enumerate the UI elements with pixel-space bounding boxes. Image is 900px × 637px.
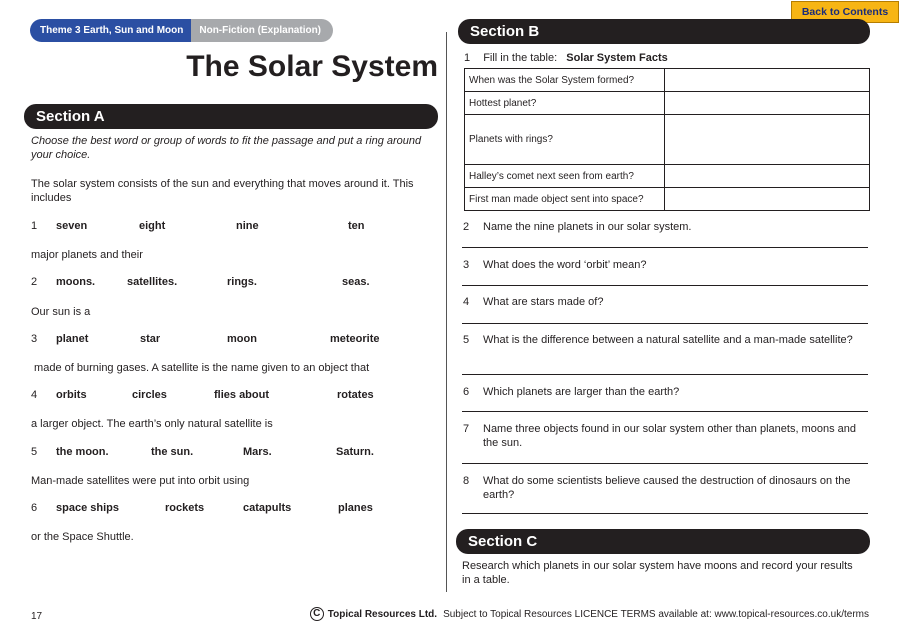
passage-text: a larger object. The earth’s only natural satellite is (31, 418, 273, 430)
option[interactable]: flies about (214, 389, 270, 401)
option[interactable]: the sun. (151, 446, 194, 458)
question-text: Which planets are larger than the earth? (483, 386, 680, 398)
question-row-3 (31, 333, 431, 347)
question-number: 6 (31, 502, 38, 514)
licence-text: Subject to Topical Resources LICENCE TERMS available at: www.topical-resources.co.uk/terms (443, 608, 869, 620)
option[interactable]: moon (227, 333, 257, 345)
table-question: First man made object sent into space? (465, 188, 665, 211)
facts-table (464, 68, 870, 211)
option[interactable]: ten (348, 220, 365, 232)
question-2 (463, 220, 868, 234)
option[interactable]: space ships (56, 502, 119, 514)
question-text: Name three objects found in our solar system other than planets, moons and the sun. (483, 423, 856, 449)
question-text: What does the word ‘orbit’ mean? (483, 259, 647, 271)
question-number: 5 (31, 446, 38, 458)
table-question: Hottest planet? (465, 92, 665, 115)
table-question: When was the Solar System formed? (465, 69, 665, 92)
option[interactable]: seas. (342, 276, 370, 288)
option[interactable]: meteorite (330, 333, 380, 345)
section-a-intro: The solar system consists of the sun and everything that moves around it. This includes (31, 178, 414, 204)
option[interactable]: Mars. (243, 446, 272, 458)
section-a-heading: Section A (24, 104, 438, 129)
question-number: 6 (463, 386, 470, 398)
question-number: 3 (31, 333, 38, 345)
question-number: 4 (31, 389, 38, 401)
option[interactable]: rockets (165, 502, 205, 514)
question-text: Fill in the table: (483, 52, 558, 64)
option[interactable]: circles (132, 389, 167, 401)
passage-text: or the Space Shuttle. (31, 531, 134, 543)
option[interactable]: rings. (227, 276, 257, 288)
question-number: 7 (463, 423, 470, 435)
section-b-heading: Section B (458, 19, 870, 44)
question-number: 4 (463, 296, 470, 308)
answer-cell[interactable] (665, 92, 870, 115)
option[interactable]: rotates (337, 389, 374, 401)
question-5 (463, 333, 868, 347)
answer-cell[interactable] (665, 115, 870, 165)
answer-cell[interactable] (665, 188, 870, 211)
question-4 (463, 295, 868, 309)
answer-line[interactable] (462, 463, 868, 464)
answer-line[interactable] (462, 285, 868, 286)
question-text: What are stars made of? (483, 296, 604, 308)
question-row-5 (31, 446, 431, 460)
question-text: What is the difference between a natural satellite and a man-made satellite? (483, 334, 853, 346)
option[interactable]: Saturn. (336, 446, 374, 458)
question-3 (463, 258, 868, 272)
answer-cell[interactable] (665, 165, 870, 188)
passage-text: made of burning gases. A satellite is the name given to an object that (31, 362, 370, 374)
passage-text: Our sun is a (31, 306, 91, 318)
option[interactable]: planes (338, 502, 373, 514)
option[interactable]: orbits (56, 389, 87, 401)
question-text: What do some scientists believe caused the destruction of dinosaurs on the earth? (483, 475, 851, 501)
question-number: 1 (464, 52, 471, 64)
column-divider (446, 32, 447, 592)
question-number: 2 (31, 276, 38, 288)
question-row-1 (31, 220, 431, 234)
question-1 (464, 52, 668, 64)
theme-tags (30, 19, 333, 42)
section-c-heading: Section C (456, 529, 870, 554)
copyright-icon: C (310, 607, 324, 621)
question-number: 1 (31, 220, 38, 232)
question-row-6 (31, 502, 431, 516)
option[interactable]: satellites. (127, 276, 178, 288)
option[interactable]: star (140, 333, 161, 345)
answer-line[interactable] (462, 323, 868, 324)
back-to-contents-button[interactable]: Back to Contents (791, 1, 899, 23)
genre-tag: Non-Fiction (Explanation) (191, 19, 333, 42)
question-text: Name the nine planets in our solar system. (483, 221, 692, 233)
option[interactable]: seven (56, 220, 88, 232)
option[interactable]: nine (236, 220, 259, 232)
option[interactable]: moons. (56, 276, 96, 288)
passage-text: Man-made satellites were put into orbit using (31, 475, 250, 487)
option[interactable]: planet (56, 333, 89, 345)
question-number: 8 (463, 475, 470, 487)
footer (310, 607, 869, 621)
page-number: 17 (31, 611, 43, 622)
table-question: Planets with rings? (465, 115, 665, 165)
table-question: Halley’s comet next seen from earth? (465, 165, 665, 188)
answer-line[interactable] (462, 411, 868, 412)
option[interactable]: the moon. (56, 446, 109, 458)
answer-line[interactable] (462, 513, 868, 514)
option[interactable]: catapults (243, 502, 292, 514)
question-7 (463, 422, 868, 450)
question-number: 3 (463, 259, 470, 271)
company-name: Topical Resources Ltd. (327, 608, 438, 620)
question-row-4 (31, 389, 431, 403)
question-number: 5 (463, 334, 470, 346)
answer-line[interactable] (462, 374, 868, 375)
answer-line[interactable] (462, 247, 868, 248)
theme-tag: Theme 3 Earth, Sun and Moon (30, 19, 191, 42)
question-8 (463, 474, 868, 502)
section-a-instruction: Choose the best word or group of words to fit the passage and put a ring around your choice. (31, 135, 422, 161)
section-c-text: Research which planets in our solar system have moons and record your results in a table. (462, 560, 853, 586)
question-6 (463, 385, 868, 399)
passage-text: major planets and their (31, 249, 143, 261)
table-title: Solar System Facts (566, 52, 668, 64)
question-row-2 (31, 276, 431, 290)
option[interactable]: eight (139, 220, 166, 232)
page-title: The Solar System (186, 50, 438, 83)
question-number: 2 (463, 221, 470, 233)
answer-cell[interactable] (665, 69, 870, 92)
